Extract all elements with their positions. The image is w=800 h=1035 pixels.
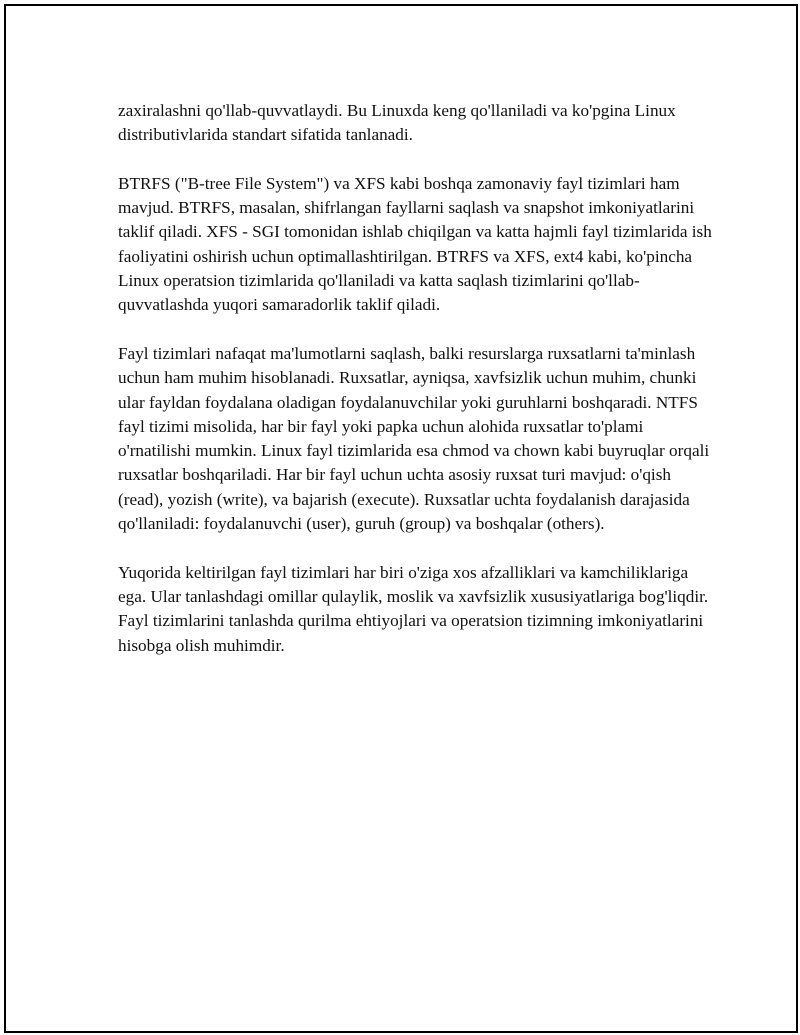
document-body <box>118 99 718 682</box>
paragraph-1: zaxiralashni qo'llab-quvvatlaydi. Bu Linuxda keng qo'llaniladi va ko'pgina Linux distributivlarida standart sifatida tanlanadi. <box>118 101 676 145</box>
paragraph-3: Fayl tizimlari nafaqat ma'lumotlarni saqlash, balki resurslarga ruxsatlarni ta'minlash uchun ham muhim hisoblanadi. Ruxsatlar, ayniqsa, xavfsizlik uchun muhim, chunki ular fayldan foydalana oladigan foydalanuvchilar yoki guruhlarni boshqaradi. NTFS fayl tizimi misolida, har bir fayl yoki papka uchun alohida ruxsatlar to'plami o'rnatilishi mumkin. Linux fayl tizimlarida esa chmod va chown kabi buyruqlar orqali ruxsatlar boshqariladi. Har bir fayl uchun uchta asosiy ruxsat turi mavjud: o'qish (read), yozish (write), va bajarish (execute). Ruxsatlar uchta foydalanish darajasida qo'llaniladi: foydalanuvchi (user), guruh (group) va boshqalar (others). <box>118 343 710 534</box>
paragraph-2: BTRFS ("B-tree File System") va XFS kabi boshqa zamonaviy fayl tizimlari ham mavjud. BTRFS, masalan, shifrlangan fayllarni saqlash va snapshot imkoniyatlarini taklif qiladi. XFS - SGI tomonidan ishlab chiqilgan va katta hajmli fayl tizimlarida ish faoliyatini oshirish uchun optimallashtirilgan. BTRFS va XFS, ext4 kabi, ko'pincha Linux operatsion tizimlarida qo'llaniladi va katta saqlash tizimlarini qo'llab-quvvatlashda yuqori samaradorlik taklif qiladi. <box>118 173 712 315</box>
paragraph-4: Yuqorida keltirilgan fayl tizimlari har biri o'ziga xos afzalliklari va kamchiliklariga ega. Ular tanlashdagi omillar qulaylik, moslik va xavfsizlik xususiyatlariga bog'liqdir. Fayl tizimlarini tanlashda qurilma ehtiyojlari va operatsion tizimning imkoniyatlarini hisobga olish muhimdir. <box>118 562 709 655</box>
page-frame <box>4 4 798 1033</box>
